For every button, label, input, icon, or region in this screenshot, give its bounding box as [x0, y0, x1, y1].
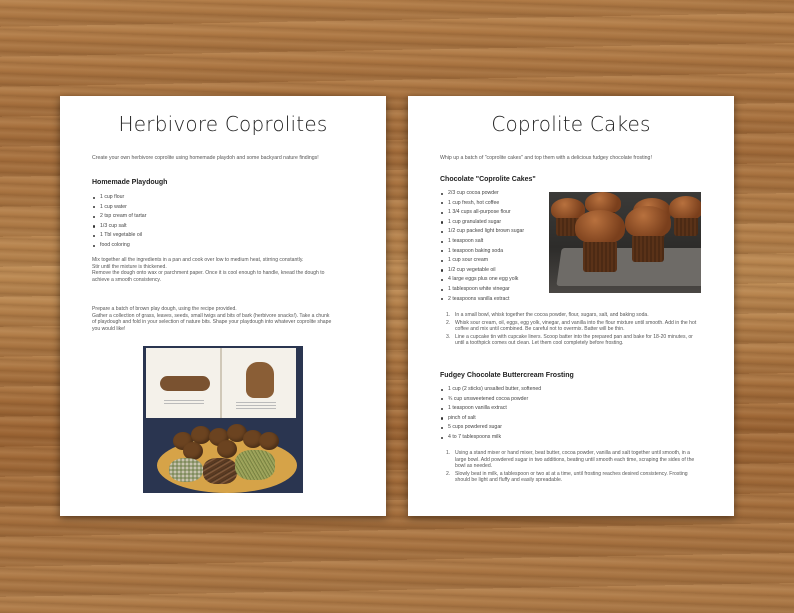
list-item: 4 to 7 tablespoons milk	[440, 433, 541, 443]
list-item: 5 cups powdered sugar	[440, 423, 541, 433]
instruction-line: Stir until the mixture is thickened.	[92, 263, 167, 270]
list-item: 1 3/4 cups all-purpose flour	[440, 208, 524, 218]
list-item: ¾ cup unsweetened cocoa powder	[440, 395, 541, 405]
list-item: 1 cup sour cream	[440, 256, 524, 266]
list-item: 1. In a small bowl, whisk together the cocoa powder, flour, sugars, salt, and baking soda.	[446, 312, 649, 318]
list-item: 4 large eggs plus one egg yolk	[440, 275, 524, 285]
list-item: 1/2 cup vegetable oil	[440, 266, 524, 276]
list-item: 1 cup fresh, hot coffee	[440, 199, 524, 209]
instruction-line: Gather a collection of grass, leaves, seeds, small twigs and bits of bark (herbivore snacks!). Take a chunk	[92, 312, 330, 319]
intro-text: Create your own herbivore coprolite using homemade playdoh and some backyard nature findings!	[92, 155, 319, 161]
list-item: 1/2 cup packed light brown sugar	[440, 227, 524, 237]
list-item: 1 cup water	[92, 203, 146, 213]
section-heading-frosting: Fudgey Chocolate Buttercream Frosting	[440, 372, 574, 379]
frosting-ingredient-list	[440, 385, 541, 443]
list-item: 1 cup granulated sugar	[440, 218, 524, 228]
list-item: 1 cup flour	[92, 193, 146, 203]
recipe-page-coprolite-cakes	[408, 96, 734, 516]
cake-instructions	[446, 312, 698, 348]
list-item: 1 tablespoon white vinegar	[440, 285, 524, 295]
section-heading-cakes: Chocolate "Coprolite Cakes"	[440, 176, 536, 183]
playdough-ingredient-list	[92, 193, 146, 251]
section-heading-playdough: Homemade Playdough	[92, 179, 168, 186]
recipe-page-herbivore-coprolites	[60, 96, 386, 516]
list-item: pinch of salt	[440, 414, 541, 424]
list-item: 1 teaspoon salt	[440, 237, 524, 247]
list-item: 2 teaspoons vanilla extract	[440, 295, 524, 305]
page-title: Herbivore Coprolites	[118, 112, 328, 136]
instruction-line: Remove the dough onto wax or parchment paper. Once it is cool enough to handle, knead the dough to	[92, 270, 325, 276]
list-item: 2 tsp cream of tartar	[92, 212, 146, 222]
playdough-instructions	[92, 257, 362, 283]
list-item: 2. Slowly beat in milk, a tablespoon or two at at a time, until frosting reaches desired consistency. Frosting should be light and fluffy and easily spreadable.	[446, 470, 688, 484]
instruction-line: of playdough and fold in your selection of nature bits. Shape your playdough into whatever coprolite shape	[92, 319, 332, 325]
intro-text: Whip up a batch of "coprolite cakes" and top them with a delicious fudgey chocolate frosting!	[440, 155, 652, 161]
cupcakes-photo	[549, 192, 701, 293]
list-item: 1/3 cup salt	[92, 222, 146, 232]
list-item: 1 teaspoon vanilla extract	[440, 404, 541, 414]
coprolite-photo	[143, 346, 303, 493]
list-item: food coloring	[92, 241, 146, 251]
list-item: 3. Line a cupcake tin with cupcake liners. Scoop batter into the prepared pan and bake for 18-20 minutes, or until a toothpick comes out clean. Let them cool completely before frosting.	[446, 333, 693, 347]
instruction-line: Prepare a batch of brown play dough, using the recipe provided.	[92, 306, 237, 312]
list-item: 1 teaspoon baking soda	[440, 247, 524, 257]
instruction-line: achieve a smooth consistency.	[92, 276, 161, 283]
cake-ingredient-list	[440, 189, 524, 304]
page-title: Coprolite Cakes	[491, 112, 651, 136]
coprolite-instructions	[92, 306, 362, 332]
list-item: 2/3 cup cocoa powder	[440, 189, 524, 199]
instruction-line: Mix together all the ingredients in a pan and cook over low to medium heat, stirring constantly.	[92, 257, 304, 263]
list-item: 1 Tbl vegetable oil	[92, 231, 146, 241]
instruction-line: you would like!	[92, 325, 126, 332]
list-item: 2. Whisk sour cream, oil, eggs, egg yolk, vinegar, and vanilla into the flour mixture until smooth. Add in the hot coffee and mix until combined. Be careful not to overmix. Batter will be thin.	[446, 319, 697, 333]
book-image	[146, 348, 296, 418]
frosting-instructions	[446, 450, 698, 485]
list-item: 1 cup (2 sticks) unsalted butter, softened	[440, 385, 541, 395]
list-item: 1. Using a stand mixer or hand mixer, beat butter, cocoa powder, vanilla and salt together until smooth, in a large bowl. Add powdered sugar in two additions, beating until smooth each time, scraping the sides of the bowl as needed.	[446, 450, 695, 470]
